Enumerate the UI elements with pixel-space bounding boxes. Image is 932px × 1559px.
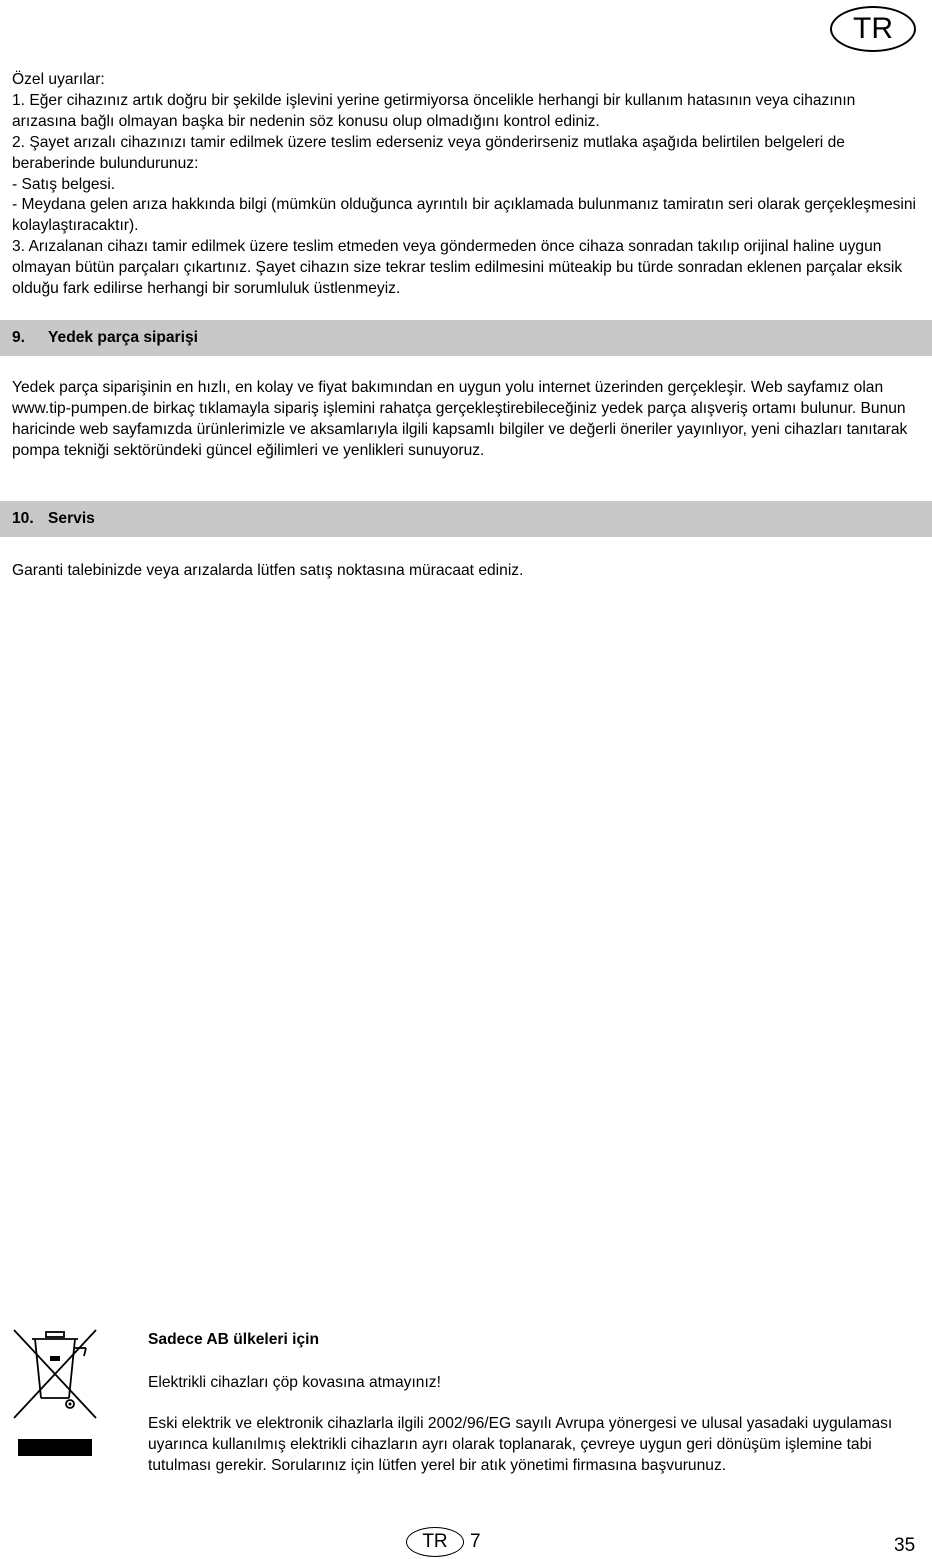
page-number: 35 [894,1535,916,1556]
section-9-body [12,378,917,462]
weee-directive-text: Eski elektrik ve elektronik cihazlarla ilgili 2002/96/EG sayılı Avrupa yönergesi ve ulusal yasadaki uygulaması uyarınca kullanılmış elektrikli cihazların ayrı olarak toplanarak, çevreye uygun geri dönüşüm işlemine tabi tutulması gerekir. Sorularınız için lütfen yerel bir atık yönetimi firmasına başvurunuz. [148,1415,893,1474]
footer-language-badge: TR [406,1527,464,1557]
special-warnings [12,70,917,300]
crossed-out-wheelie-bin-icon [12,1328,98,1460]
warnings-heading: Özel uyarılar: [12,71,105,88]
service-paragraph: Garanti talebinizde veya arızalarda lütfen satış noktasına müracaat ediniz. [12,562,524,579]
language-badge: TR [830,6,916,52]
spare-parts-paragraph: Yedek parça siparişinin en hızlı, en kolay ve fiyat bakımından en uygun yolu internet üzerinden gerçekleşir. Web sayfamız olan www.tip-pumpen.de birkaç tıklamayla sipariş işlemini rahatça gerçekleştirebileceğiniz yedek parça alışveriş ortamı bulunur. Bunun haricinde web sayfamızda ürünlerimizle ve aksamlarıyla ilgili kapsamlı bilgiler ve değerli öneriler yayınlıyor, yeni cihazları tanıtarak pompa tekniği sektöründeki güncel eğilimleri ve yenlikleri sunuyoruz. [12,379,908,459]
section-9-number: 9. [12,329,26,346]
language-page-number: 7 [470,1531,481,1552]
warning-item-1: 1. Eğer cihazınız artık doğru bir şekilde işlevini yerine getirmiyorsa öncelikle herhangi bir kullanım hatasının veya cihazının arızasına bağlı olmayan başka bir nedenin söz konusu olup olmadığını kontrol ediniz. [12,91,856,130]
warning-subitem-receipt: - Satış belgesi. [12,175,116,193]
section-10-title: Servis [48,510,95,527]
weee-title: Sadece AB ülkeleri için [148,1331,320,1348]
section-10-number: 10. [12,510,34,527]
warning-subitem-fault-info: - Meydana gelen arıza hakkında bilgi (mümkün olduğunca ayrıntılı bir açıklamada bulunmanız tamiratın seri olarak gerçekleşmesini kolaylaştıracaktır). [12,196,917,235]
section-9-title: Yedek parça siparişi [48,329,198,346]
weee-disposal-warning: Elektrikli cihazları çöp kovasına atmayınız! [148,1374,441,1391]
warning-item-2: 2. Şayet arızalı cihazınızı tamir edilmek üzere teslim ederseniz veya gönderirseniz mutlaka aşağıda belirtilen belgeleri de beraberinde bulundurunuz: [12,133,845,172]
section-9-header [0,320,932,356]
warning-item-3: 3. Arızalanan cihazı tamir edilmek üzere teslim etmeden veya göndermeden önce cihaza sonradan takılıp orijinal haline uygun olmayan bütün parçaları çıkartınız. Şayet cihazın size tekrar teslim edilmesini müteakip bu türde sonradan eklenen parçalar eksik olduğu fark edilirse herhangi bir sorumluluk üstlenmeyiz. [12,238,903,298]
section-10-header [0,501,932,537]
section-10-body [12,561,917,582]
